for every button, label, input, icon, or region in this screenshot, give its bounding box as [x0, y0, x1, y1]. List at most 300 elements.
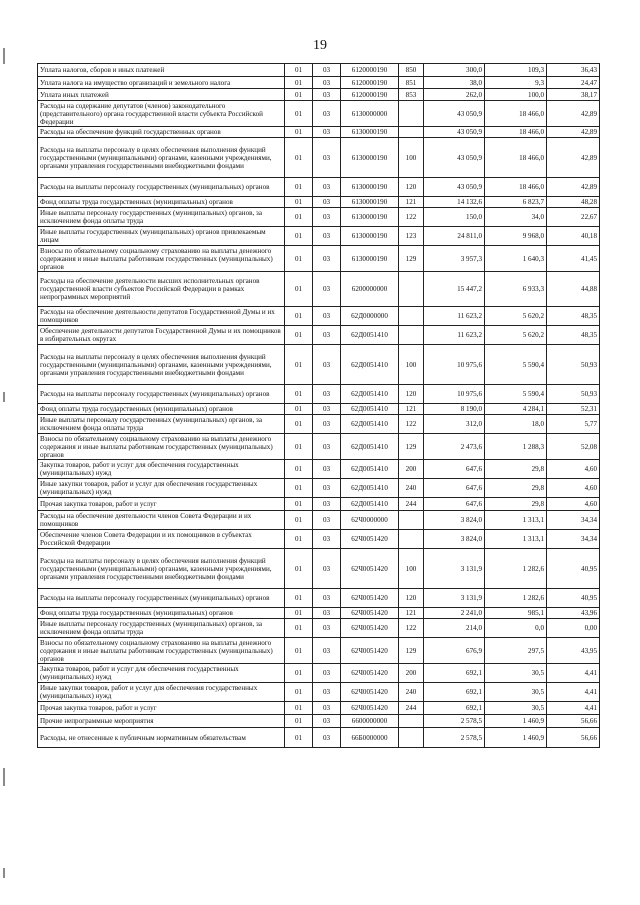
row-target-article: 62Ч0051420 [341, 702, 399, 715]
row-expense-type: 121 [399, 197, 424, 208]
row-execution-percent: 52,31 [547, 404, 600, 415]
row-name: Расходы на обеспечение деятельности депутатов Государственной Думы и их помощников [38, 307, 285, 326]
row-target-article: 62Ч0051420 [341, 683, 399, 702]
row-subsection: 03 [313, 208, 341, 227]
row-execution-percent: 4,60 [547, 460, 600, 479]
row-subsection: 03 [313, 404, 341, 415]
row-target-article: 62Д0051410 [341, 415, 399, 434]
row-planned-amount: 2 578,5 [424, 715, 485, 728]
row-name: Взносы по обязательному социальному страхованию на выплаты денежного содержания и иные выплаты работникам государственных (муниципальных) органов [38, 638, 285, 664]
row-executed-amount: 34,0 [485, 208, 547, 227]
row-planned-amount: 10 975,6 [424, 345, 485, 385]
row-executed-amount: 30,5 [485, 664, 547, 683]
row-subsection: 03 [313, 246, 341, 272]
row-name: Прочие непрограммные мероприятия [38, 715, 285, 728]
row-planned-amount: 2 473,6 [424, 434, 485, 460]
row-name: Иные выплаты персоналу государственных (муниципальных) органов, за исключением фонда оплаты труда [38, 619, 285, 638]
row-subsection: 03 [313, 460, 341, 479]
table-row [38, 511, 600, 530]
row-executed-amount: 5 590,4 [485, 345, 547, 385]
row-section: 01 [285, 608, 313, 619]
table-row [38, 460, 600, 479]
row-execution-percent: 4,41 [547, 702, 600, 715]
row-subsection: 03 [313, 683, 341, 702]
row-target-article: 62Ч0051420 [341, 530, 399, 549]
row-planned-amount: 2 578,5 [424, 728, 485, 748]
row-execution-percent: 41,45 [547, 246, 600, 272]
row-section: 01 [285, 138, 313, 178]
row-subsection: 03 [313, 138, 341, 178]
row-execution-percent: 0,00 [547, 619, 600, 638]
row-execution-percent: 48,35 [547, 307, 600, 326]
row-target-article: 6600000000 [341, 715, 399, 728]
row-section: 01 [285, 619, 313, 638]
row-planned-amount: 3 824,0 [424, 511, 485, 530]
row-execution-percent: 43,96 [547, 608, 600, 619]
row-section: 01 [285, 101, 313, 127]
row-planned-amount: 24 811,0 [424, 227, 485, 246]
row-section: 01 [285, 197, 313, 208]
row-planned-amount: 300,0 [424, 64, 485, 77]
row-expense-type: 121 [399, 608, 424, 619]
row-execution-percent: 4,41 [547, 683, 600, 702]
row-expense-type: 120 [399, 589, 424, 608]
row-section: 01 [285, 227, 313, 246]
table-row [38, 197, 600, 208]
row-name: Расходы, не отнесенные к публичным нормативным обязательствам [38, 728, 285, 748]
row-section: 01 [285, 479, 313, 498]
row-execution-percent: 42,89 [547, 138, 600, 178]
row-name: Взносы по обязательному социальному страхованию на выплаты денежного содержания и иные выплаты работникам государственных (муниципальных) органов [38, 246, 285, 272]
row-target-article: 62Ч0051420 [341, 664, 399, 683]
row-target-article: 6120000190 [341, 77, 399, 89]
table-row [38, 589, 600, 608]
row-planned-amount: 262,0 [424, 89, 485, 101]
row-executed-amount: 297,5 [485, 638, 547, 664]
margin-mark [3, 392, 5, 402]
row-section: 01 [285, 246, 313, 272]
row-name: Уплата иных платежей [38, 89, 285, 101]
row-subsection: 03 [313, 307, 341, 326]
row-section: 01 [285, 208, 313, 227]
row-executed-amount: 1 640,3 [485, 246, 547, 272]
row-execution-percent: 4,41 [547, 664, 600, 683]
row-executed-amount: 18,0 [485, 415, 547, 434]
row-subsection: 03 [313, 415, 341, 434]
row-target-article: 62Ч0051420 [341, 619, 399, 638]
row-expense-type: 244 [399, 702, 424, 715]
row-section: 01 [285, 385, 313, 404]
row-expense-type: 120 [399, 178, 424, 197]
row-target-article: 6120000190 [341, 89, 399, 101]
row-planned-amount: 11 623,2 [424, 307, 485, 326]
table-row [38, 272, 600, 307]
row-subsection: 03 [313, 549, 341, 589]
table-row [38, 178, 600, 197]
table-row [38, 619, 600, 638]
row-execution-percent: 24,47 [547, 77, 600, 89]
row-planned-amount: 150,0 [424, 208, 485, 227]
row-target-article: 62Ч0051420 [341, 549, 399, 589]
row-expense-type: 244 [399, 498, 424, 511]
row-subsection: 03 [313, 434, 341, 460]
row-expense-type: 100 [399, 138, 424, 178]
row-target-article: 62Д0051410 [341, 479, 399, 498]
row-executed-amount: 30,5 [485, 702, 547, 715]
row-planned-amount: 15 447,2 [424, 272, 485, 307]
row-executed-amount: 109,3 [485, 64, 547, 77]
table-row [38, 664, 600, 683]
table-row [38, 246, 600, 272]
row-planned-amount: 676,9 [424, 638, 485, 664]
row-execution-percent: 4,60 [547, 479, 600, 498]
row-executed-amount: 29,8 [485, 479, 547, 498]
row-name: Иные закупки товаров, работ и услуг для обеспечения государственных (муниципальных) нужд [38, 683, 285, 702]
row-expense-type: 122 [399, 619, 424, 638]
row-planned-amount: 3 957,3 [424, 246, 485, 272]
row-target-article: 62Д0051410 [341, 326, 399, 345]
row-execution-percent: 43,95 [547, 638, 600, 664]
row-name: Расходы на выплаты персоналу в целях обеспечения выполнения функций государственными (муниципальными) органами, казенными учреждениями, органами управления государственными внебюджетными фондами [38, 345, 285, 385]
margin-mark [3, 768, 5, 786]
row-subsection: 03 [313, 64, 341, 77]
row-execution-percent: 40,95 [547, 589, 600, 608]
row-executed-amount: 985,1 [485, 608, 547, 619]
row-subsection: 03 [313, 89, 341, 101]
row-name: Фонд оплаты труда государственных (муниципальных) органов [38, 608, 285, 619]
row-subsection: 03 [313, 77, 341, 89]
row-execution-percent: 40,95 [547, 549, 600, 589]
row-target-article: 62Ч0051420 [341, 608, 399, 619]
row-executed-amount: 18 466,0 [485, 138, 547, 178]
row-section: 01 [285, 549, 313, 589]
row-expense-type [399, 101, 424, 127]
row-name: Расходы на выплаты персоналу государственных (муниципальных) органов [38, 589, 285, 608]
row-executed-amount: 18 466,0 [485, 178, 547, 197]
row-executed-amount: 1 460,9 [485, 715, 547, 728]
table-row [38, 101, 600, 127]
row-section: 01 [285, 530, 313, 549]
row-execution-percent: 36,43 [547, 64, 600, 77]
table-body [38, 64, 600, 748]
row-section: 01 [285, 307, 313, 326]
table-row [38, 77, 600, 89]
row-subsection: 03 [313, 619, 341, 638]
row-subsection: 03 [313, 530, 341, 549]
row-executed-amount: 1 460,9 [485, 728, 547, 748]
row-name: Уплата налогов, сборов и иных платежей [38, 64, 285, 77]
row-planned-amount: 692,1 [424, 702, 485, 715]
row-section: 01 [285, 404, 313, 415]
table-row [38, 385, 600, 404]
row-target-article: 62Ч0051420 [341, 638, 399, 664]
row-name: Прочая закупка товаров, работ и услуг [38, 498, 285, 511]
row-planned-amount: 214,0 [424, 619, 485, 638]
row-subsection: 03 [313, 608, 341, 619]
margin-mark [3, 48, 5, 64]
row-execution-percent: 42,89 [547, 101, 600, 127]
row-planned-amount: 3 131,9 [424, 549, 485, 589]
row-name: Расходы на выплаты персоналу в целях обеспечения выполнения функций государственными (муниципальными) органами, казенными учреждениями, органами управления государственными внебюджетными фондами [38, 549, 285, 589]
row-name: Обеспечение членов Совета Федерации и их помощников в субъектах Российской Федерации [38, 530, 285, 549]
row-target-article: 62Ч0051420 [341, 589, 399, 608]
row-planned-amount: 38,0 [424, 77, 485, 89]
row-name: Расходы на выплаты персоналу в целях обеспечения выполнения функций государственными (муниципальными) органами, казенными учреждениями, органами управления государственными внебюджетными фондами [38, 138, 285, 178]
row-planned-amount: 14 132,6 [424, 197, 485, 208]
table-row [38, 64, 600, 77]
row-target-article: 6130000190 [341, 127, 399, 138]
row-section: 01 [285, 715, 313, 728]
row-expense-type [399, 530, 424, 549]
row-name: Уплата налога на имущество организаций и земельного налога [38, 77, 285, 89]
row-subsection: 03 [313, 511, 341, 530]
row-execution-percent: 52,08 [547, 434, 600, 460]
row-execution-percent: 42,89 [547, 178, 600, 197]
row-subsection: 03 [313, 715, 341, 728]
row-expense-type: 200 [399, 664, 424, 683]
row-name: Фонд оплаты труда государственных (муниципальных) органов [38, 197, 285, 208]
row-executed-amount: 18 466,0 [485, 127, 547, 138]
row-planned-amount: 43 050,9 [424, 178, 485, 197]
row-planned-amount: 692,1 [424, 683, 485, 702]
row-target-article: 6130000190 [341, 246, 399, 272]
row-expense-type: 100 [399, 549, 424, 589]
row-target-article: 6130000000 [341, 101, 399, 127]
row-execution-percent: 56,66 [547, 715, 600, 728]
row-section: 01 [285, 345, 313, 385]
row-planned-amount: 11 623,2 [424, 326, 485, 345]
row-target-article: 6130000190 [341, 227, 399, 246]
row-executed-amount: 30,5 [485, 683, 547, 702]
row-execution-percent: 48,28 [547, 197, 600, 208]
row-name: Расходы на обеспечение деятельности членов Совета Федерации и их помощников [38, 511, 285, 530]
row-expense-type [399, 715, 424, 728]
row-planned-amount: 2 241,0 [424, 608, 485, 619]
row-executed-amount: 1 288,3 [485, 434, 547, 460]
row-section: 01 [285, 589, 313, 608]
table-row [38, 479, 600, 498]
row-target-article: 6130000190 [341, 208, 399, 227]
row-expense-type: 129 [399, 638, 424, 664]
row-executed-amount: 1 282,6 [485, 549, 547, 589]
row-expense-type: 122 [399, 208, 424, 227]
row-subsection: 03 [313, 127, 341, 138]
row-subsection: 03 [313, 272, 341, 307]
row-subsection: 03 [313, 385, 341, 404]
row-executed-amount: 1 313,1 [485, 511, 547, 530]
row-planned-amount: 647,6 [424, 498, 485, 511]
row-expense-type: 850 [399, 64, 424, 77]
table-row [38, 89, 600, 101]
row-section: 01 [285, 127, 313, 138]
table-row [38, 404, 600, 415]
row-expense-type: 129 [399, 434, 424, 460]
row-name: Взносы по обязательному социальному страхованию на выплаты денежного содержания и иные выплаты работникам государственных (муниципальных) органов [38, 434, 285, 460]
row-executed-amount: 6 933,3 [485, 272, 547, 307]
row-subsection: 03 [313, 101, 341, 127]
row-subsection: 03 [313, 498, 341, 511]
row-name: Расходы на обеспечение деятельности высших исполнительных органов государственной власти субъектов Российской Федерации в рамках непрограммных мероприятий [38, 272, 285, 307]
row-executed-amount: 6 823,7 [485, 197, 547, 208]
row-name: Иные выплаты персоналу государственных (муниципальных) органов, за исключением фонда оплаты труда [38, 208, 285, 227]
row-section: 01 [285, 460, 313, 479]
row-name: Расходы на содержание депутатов (членов) законодательного (представительного) органа государственной власти субъекта Российской Федерации [38, 101, 285, 127]
table-row [38, 549, 600, 589]
row-target-article: 6130000190 [341, 197, 399, 208]
row-executed-amount: 9 968,0 [485, 227, 547, 246]
row-execution-percent: 48,35 [547, 326, 600, 345]
row-section: 01 [285, 178, 313, 197]
row-subsection: 03 [313, 326, 341, 345]
row-section: 01 [285, 702, 313, 715]
row-subsection: 03 [313, 728, 341, 748]
table-row [38, 227, 600, 246]
table-row [38, 208, 600, 227]
table-row [38, 434, 600, 460]
row-section: 01 [285, 272, 313, 307]
row-execution-percent: 38,17 [547, 89, 600, 101]
row-section: 01 [285, 326, 313, 345]
table-row [38, 728, 600, 748]
row-target-article: 62Д0051410 [341, 498, 399, 511]
table-row [38, 530, 600, 549]
row-name: Иные закупки товаров, работ и услуг для обеспечения государственных (муниципальных) нужд [38, 479, 285, 498]
row-execution-percent: 42,89 [547, 127, 600, 138]
row-executed-amount: 0,0 [485, 619, 547, 638]
row-executed-amount: 29,8 [485, 498, 547, 511]
row-expense-type: 120 [399, 385, 424, 404]
row-expense-type: 129 [399, 246, 424, 272]
row-expense-type [399, 127, 424, 138]
row-target-article: 6120000190 [341, 64, 399, 77]
row-target-article: 62Д0051410 [341, 345, 399, 385]
row-subsection: 03 [313, 227, 341, 246]
row-expense-type: 200 [399, 460, 424, 479]
row-planned-amount: 8 190,0 [424, 404, 485, 415]
row-execution-percent: 4,60 [547, 498, 600, 511]
row-planned-amount: 647,6 [424, 479, 485, 498]
row-section: 01 [285, 434, 313, 460]
row-planned-amount: 647,6 [424, 460, 485, 479]
budget-table [37, 63, 600, 748]
row-executed-amount: 1 313,1 [485, 530, 547, 549]
row-subsection: 03 [313, 345, 341, 385]
table-row [38, 127, 600, 138]
row-name: Обеспечение деятельности депутатов Государственной Думы и их помощников в избирательных округах [38, 326, 285, 345]
row-target-article: 6130000190 [341, 178, 399, 197]
row-execution-percent: 5,77 [547, 415, 600, 434]
row-executed-amount: 1 282,6 [485, 589, 547, 608]
row-planned-amount: 3 824,0 [424, 530, 485, 549]
row-execution-percent: 34,34 [547, 511, 600, 530]
row-expense-type: 851 [399, 77, 424, 89]
row-section: 01 [285, 728, 313, 748]
row-execution-percent: 22,67 [547, 208, 600, 227]
row-expense-type: 240 [399, 683, 424, 702]
row-name: Расходы на выплаты персоналу государственных (муниципальных) органов [38, 385, 285, 404]
row-section: 01 [285, 683, 313, 702]
row-target-article: 6200000000 [341, 272, 399, 307]
row-target-article: 62Д0051410 [341, 385, 399, 404]
row-planned-amount: 43 050,9 [424, 101, 485, 127]
row-subsection: 03 [313, 479, 341, 498]
row-planned-amount: 3 131,9 [424, 589, 485, 608]
row-executed-amount: 5 620,2 [485, 307, 547, 326]
row-executed-amount: 18 466,0 [485, 101, 547, 127]
row-section: 01 [285, 64, 313, 77]
table-row [38, 307, 600, 326]
row-subsection: 03 [313, 178, 341, 197]
row-section: 01 [285, 638, 313, 664]
row-target-article: 6130000190 [341, 138, 399, 178]
margin-mark [3, 868, 5, 878]
table-row [38, 683, 600, 702]
row-subsection: 03 [313, 197, 341, 208]
row-target-article: 62Д0051410 [341, 434, 399, 460]
row-expense-type: 240 [399, 479, 424, 498]
row-executed-amount: 5 620,2 [485, 326, 547, 345]
row-expense-type: 121 [399, 404, 424, 415]
row-execution-percent: 34,34 [547, 530, 600, 549]
row-section: 01 [285, 498, 313, 511]
row-name: Иные выплаты персоналу государственных (муниципальных) органов, за исключением фонда оплаты труда [38, 415, 285, 434]
row-target-article: 62Д0051410 [341, 460, 399, 479]
row-expense-type: 122 [399, 415, 424, 434]
row-target-article: 62Д0000000 [341, 307, 399, 326]
row-execution-percent: 56,66 [547, 728, 600, 748]
row-section: 01 [285, 77, 313, 89]
row-executed-amount: 4 284,1 [485, 404, 547, 415]
row-expense-type: 853 [399, 89, 424, 101]
row-target-article: 62Д0051410 [341, 404, 399, 415]
row-subsection: 03 [313, 589, 341, 608]
row-planned-amount: 10 975,6 [424, 385, 485, 404]
row-name: Закупка товаров, работ и услуг для обеспечения государственных (муниципальных) нужд [38, 664, 285, 683]
row-subsection: 03 [313, 702, 341, 715]
table-row [38, 345, 600, 385]
row-expense-type [399, 272, 424, 307]
row-execution-percent: 50,93 [547, 385, 600, 404]
table-row [38, 715, 600, 728]
row-expense-type [399, 307, 424, 326]
row-section: 01 [285, 511, 313, 530]
row-name: Расходы на обеспечение функций государственных органов [38, 127, 285, 138]
row-execution-percent: 40,18 [547, 227, 600, 246]
row-expense-type [399, 326, 424, 345]
row-name: Фонд оплаты труда государственных (муниципальных) органов [38, 404, 285, 415]
row-target-article: 66Б0000000 [341, 728, 399, 748]
row-section: 01 [285, 89, 313, 101]
table-row [38, 326, 600, 345]
row-name: Закупка товаров, работ и услуг для обеспечения государственных (муниципальных) нужд [38, 460, 285, 479]
row-expense-type [399, 728, 424, 748]
table-row [38, 415, 600, 434]
row-target-article: 62Ч0000000 [341, 511, 399, 530]
row-planned-amount: 43 050,9 [424, 138, 485, 178]
row-executed-amount: 100,0 [485, 89, 547, 101]
row-executed-amount: 29,8 [485, 460, 547, 479]
row-expense-type [399, 511, 424, 530]
row-expense-type: 100 [399, 345, 424, 385]
row-execution-percent: 50,93 [547, 345, 600, 385]
row-name: Расходы на выплаты персоналу государственных (муниципальных) органов [38, 178, 285, 197]
table-row [38, 138, 600, 178]
row-execution-percent: 44,88 [547, 272, 600, 307]
row-planned-amount: 43 050,9 [424, 127, 485, 138]
row-name: Иные выплаты государственных (муниципальных) органов привлекаемым лицам [38, 227, 285, 246]
row-planned-amount: 312,0 [424, 415, 485, 434]
row-expense-type: 123 [399, 227, 424, 246]
